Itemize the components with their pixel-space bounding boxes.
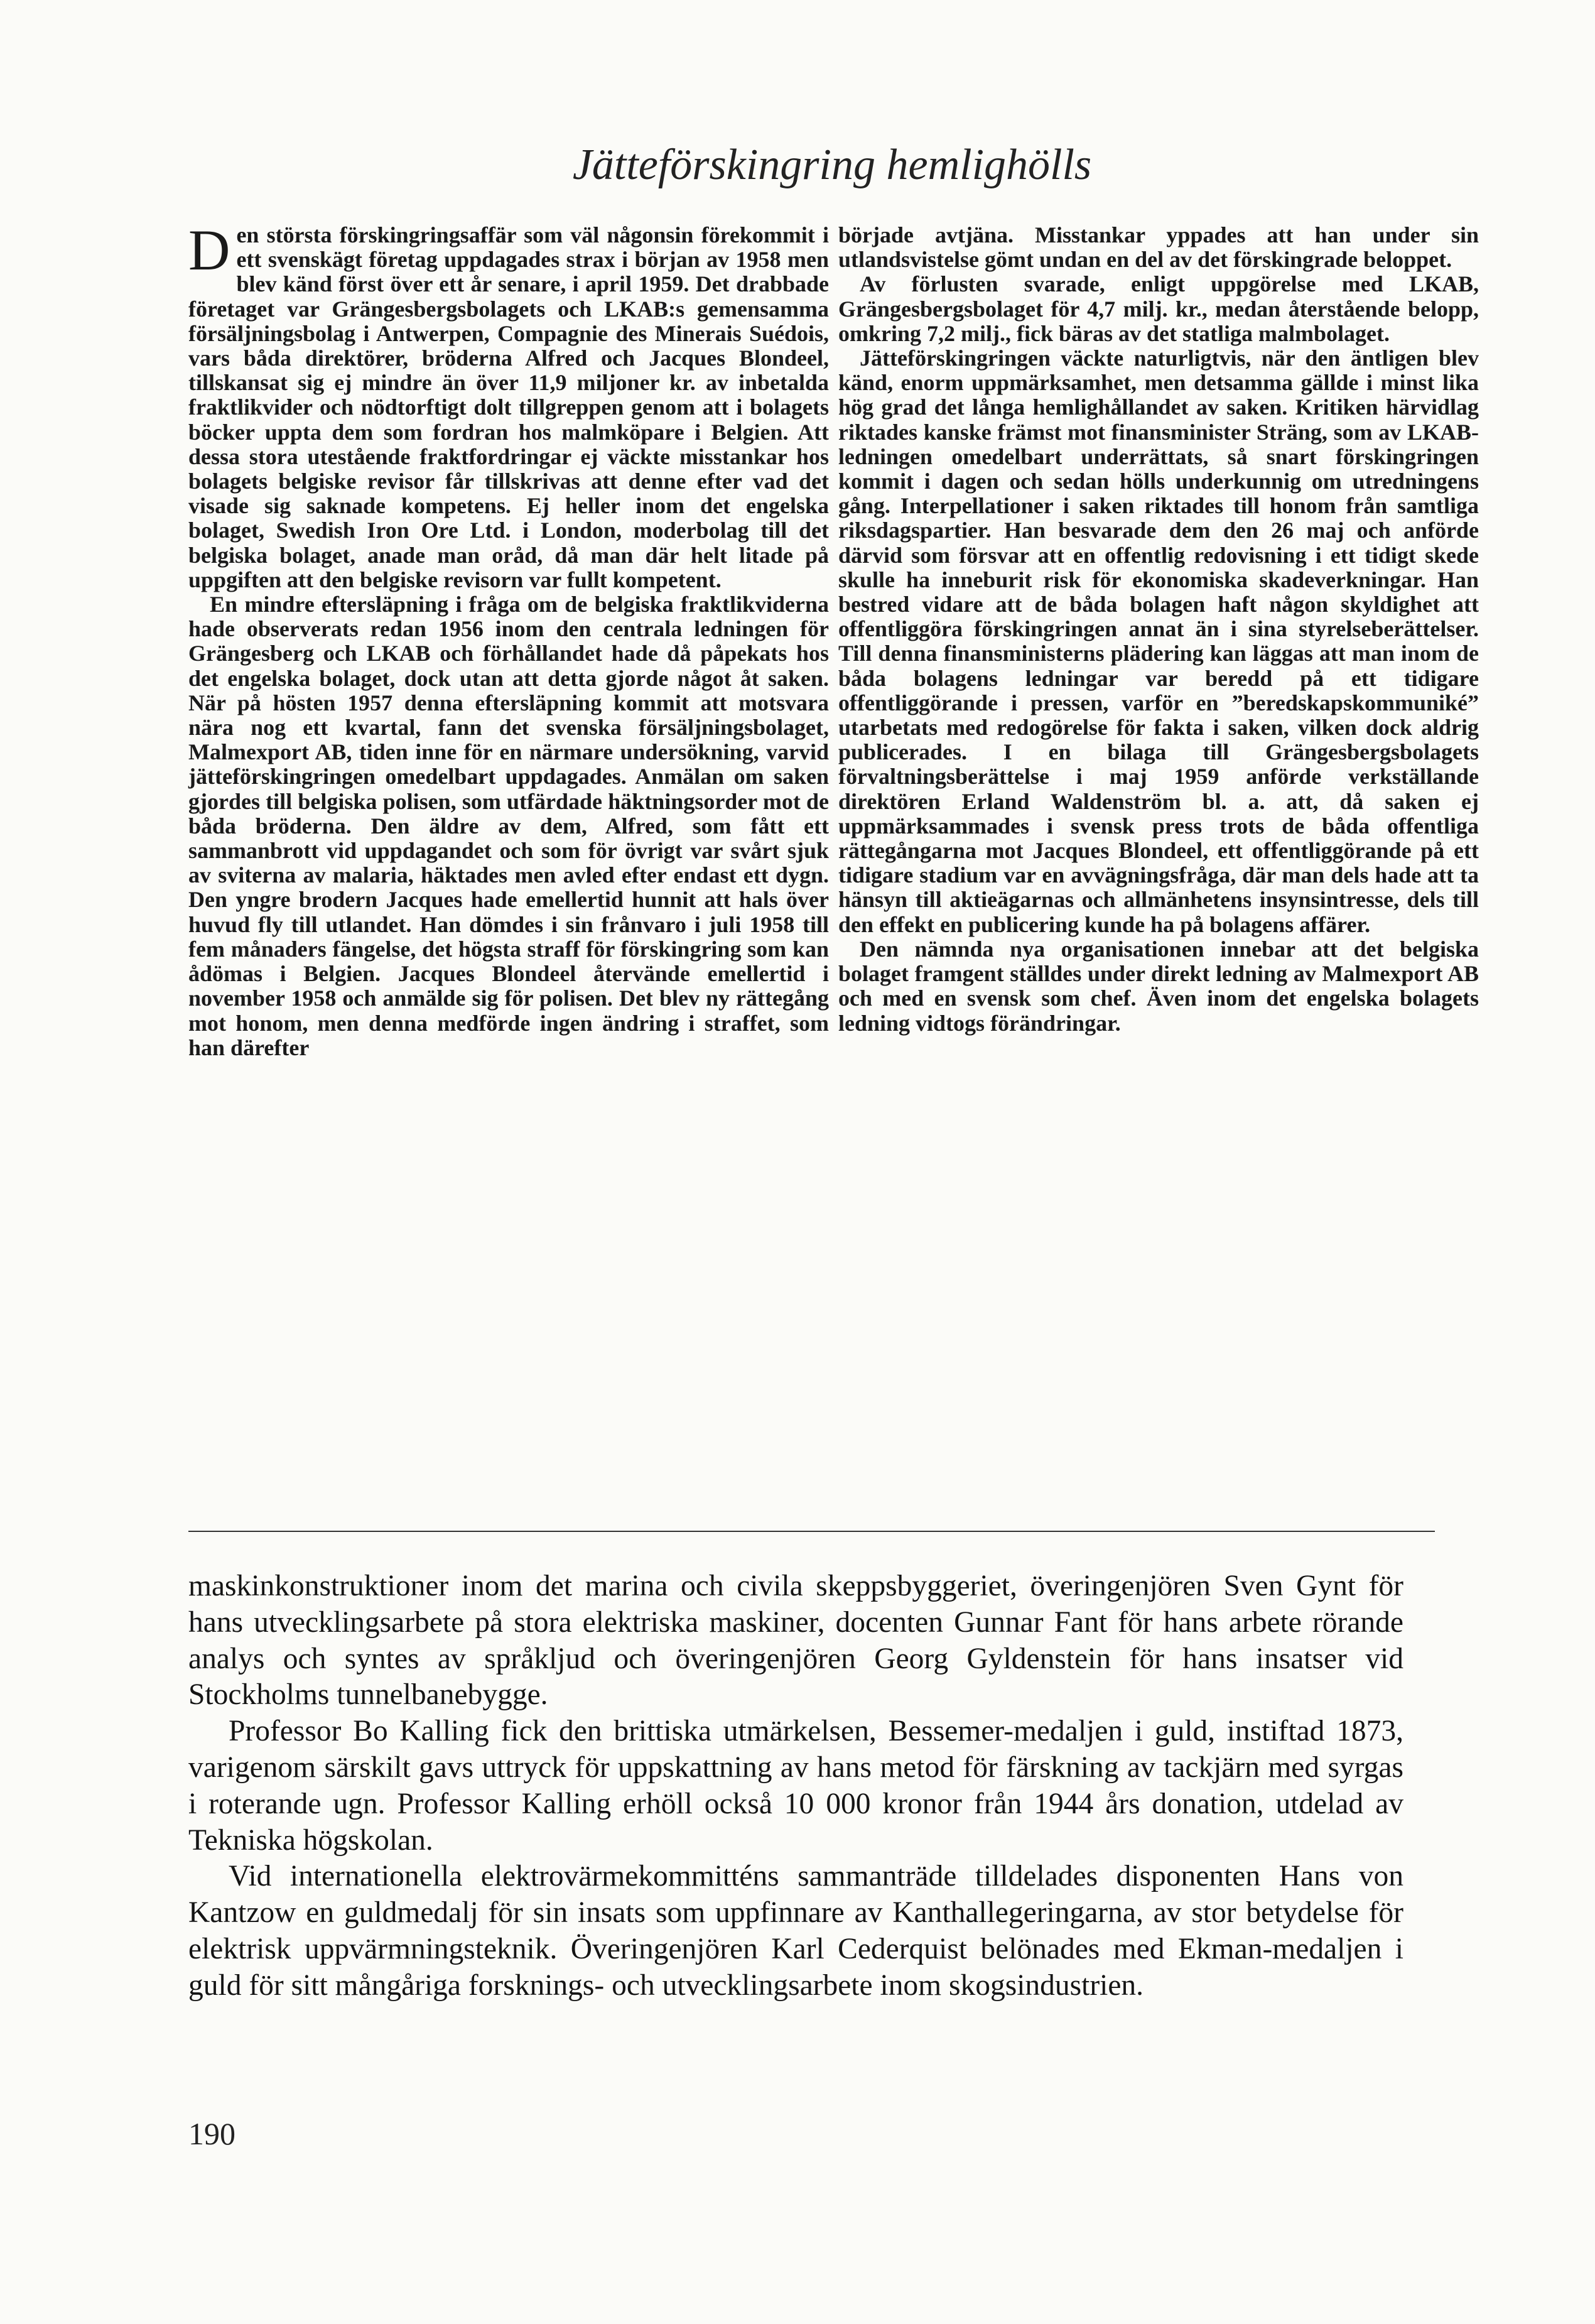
sidebar-paragraph <box>188 218 829 592</box>
sidebar-paragraph: Den nämnda nya organisationen innebar att det belgiska bolaget framgent ställdes under direkt ledning av Malmexport AB och med en svensk som chef. Även inom det engelska bolagets ledning vidtogs förändringar. <box>838 936 1479 1036</box>
sidebar-right-column <box>838 223 1479 1036</box>
page-number: 190 <box>188 2116 235 2151</box>
body-paragraph: Vid internationella elektrovärmekommitténs sammanträde tilldelades disponenten Hans von Kantzow en guldmedalj för sin insats som uppfinnare av Kanthallegeringarna, av stor betydelse för elektrisk uppvärmningsteknik. Överingenjören Karl Cederquist belönades med Ekman-medaljen i guld för sitt mångåriga forsknings- och utvecklingsarbete inom skogsindustrien. <box>188 1860 1403 2002</box>
body-paragraph: Professor Bo Kalling fick den brittiska utmärkelsen, Bessemer-medaljen i guld, instiftad 1873, varigenom särskilt gavs uttryck för uppskattning av hans metod för färskning av tackjärn med syrgas i roterande ugn. Professor Kalling erhöll också 10 000 kronor från 1944 års donation, utdelad av Tekniska högskolan. <box>188 1715 1403 1857</box>
paragraph-text: En mindre eftersläpning i fråga om de belgiska fraktlikviderna hade observerats redan 1956 inom den centrala ledningen för Grängesberg och LKAB och förhållandet hade då påpekats hos det engelska bolaget, dock utan att detta gjorde något åt saken. När på hösten 1957 denna eftersläpning kommit att motsvara nära nog ett kvartal, fann det svenska försäljningsbolaget, Malmexport AB, tiden inne för en närmare undersökning, varvid jätteförskingringen omedelbart uppdagades. Anmälan om saken gjordes till belgiska polisen, som utfärdade häktningsorder mot de båda bröderna. Den äldre av dem, Alfred, som fått ett sammanbrott vid uppdagandet och som för övrigt var svårt sjuk av sviterna av malaria, häktades men avled efter endast ett dygn. Den yngre brodern Jacques hade emellertid hunnit att hals över huvud fly till utlandet. Han dömdes i sin frånvaro i juli 1958 till fem månaders fängelse, det högsta straff för förskingring som kan ådömas i Belgien. Jacques Blondeel återvände emellertid i november 1958 och anmälde sig för polisen. Det blev ny rättegång mot honom, men denna medförde ingen ändring i straffet, som han därefter <box>188 592 829 1060</box>
main-body-text <box>188 1568 1403 2004</box>
body-paragraph: maskinkonstruktioner inom det marina och civila skeppsbyggeriet, överingenjören Sven Gynt för hans utvecklingsarbete på stora elektriska maskiner, docenten Gunnar Fant för hans arbete rörande analys och syntes av språkljud och överingenjören Georg Gyldenstein för hans insatser vid Stockholms tunnelbanebygge. <box>188 1570 1403 1712</box>
paragraph-text: en största förskingringsaffär som väl någonsin förekommit i ett svenskägt företag uppdagades strax i början av 1958 men blev känd först över ett år senare, i april 1959. Det drabbade företaget var Grängesbergsbolagets och LKAB:s gemensamma försäljningsbolag i Antwerpen, Compagnie des Minerais Suédois, vars båda direktörer, bröderna Alfred och Jacques Blondeel, tillskansat sig ej mindre än över 11,9 miljoner kr. av inbetalda fraktlikvider och nödtorftigt dolt tillgreppen genom att i bolagets böcker uppta dem som fordran hos malmköpare i Belgien. Att dessa stora utestående fraktfordringar ej väckte misstankar hos bolagets belgiske revisor får tillskrivas att denne efter vad det visade sig saknade kompetens. Ej heller inom det engelska bolaget, Swedish Iron Ore Ltd. i London, moderbolag till det belgiska bolaget, anade man oråd, då man där helt litade på uppgiften att den belgiske revisorn var fullt kompetent. <box>188 222 829 592</box>
sidebar-left-column <box>188 218 829 1060</box>
sidebar-paragraph <box>188 592 829 1060</box>
sidebar-title: Jätteförskingring hemlighölls <box>572 141 1092 189</box>
sidebar-paragraph: Av förlusten svarade, enligt uppgörelse med LKAB, Grängesbergsbolaget för 4,7 milj. kr., medan återstående belopp, omkring 7,2 milj., fick bäras av det statliga malmbolaget. <box>838 271 1479 346</box>
sidebar-divider <box>188 1531 1435 1532</box>
sidebar-paragraph: Jätteförskingringen väckte naturligtvis, när den äntligen blev känd, enorm uppmärksamhet, men detsamma gällde i minst lika hög grad det långa hemlighållandet av saken. Kritiken härvidlag riktades kanske främst mot finansminister Sträng, som av LKAB-ledningen omedelbart underrättats, så snart förskingringen kommit i dagen och sedan hölls underkunnig om utredningens gång. Interpellationer i saken riktades till honom från samtliga riksdagspartier. Han besvarade dem den 26 maj och anförde därvid som försvar att en offentlig redovisning i ett tidigt skede skulle ha inneburit risk för ekonomiska skadeverkningar. Han bestred vidare att de båda bolagen haft någon skyldighet att offentliggöra förskingringen annat än i sina styrelseberättelser. Till denna finansministerns plädering kan läggas att man inom de båda bolagens ledningar var beredd på ett tidigare offentliggörande i pressen, varför en ”beredskapskommuniké” utarbetats med redogörelse för fakta i saken, vilken dock aldrig publicerades. I en bilaga till Grängesbergsbolagets förvaltningsberättelse i maj 1959 anförde verkställande direktören Erland Waldenström bl. a. att, då saken ej uppmärksammades i svensk press trots de båda offentliga rättegångarna mot Jacques Blondeel, ett offentliggörande på ett tidigare stadium var en avvägningsfråga, där man dels hade att ta hänsyn till aktieägarnas och allmänhetens insynsintresse, dels till den effekt en publicering kunde ha på bolagens affärer. <box>838 345 1479 937</box>
drop-cap: D <box>188 218 230 282</box>
sidebar-paragraph: började avtjäna. Misstankar yppades att han under sin utlandsvistelse gömt undan en del av det förskingrade beloppet. <box>838 222 1479 273</box>
